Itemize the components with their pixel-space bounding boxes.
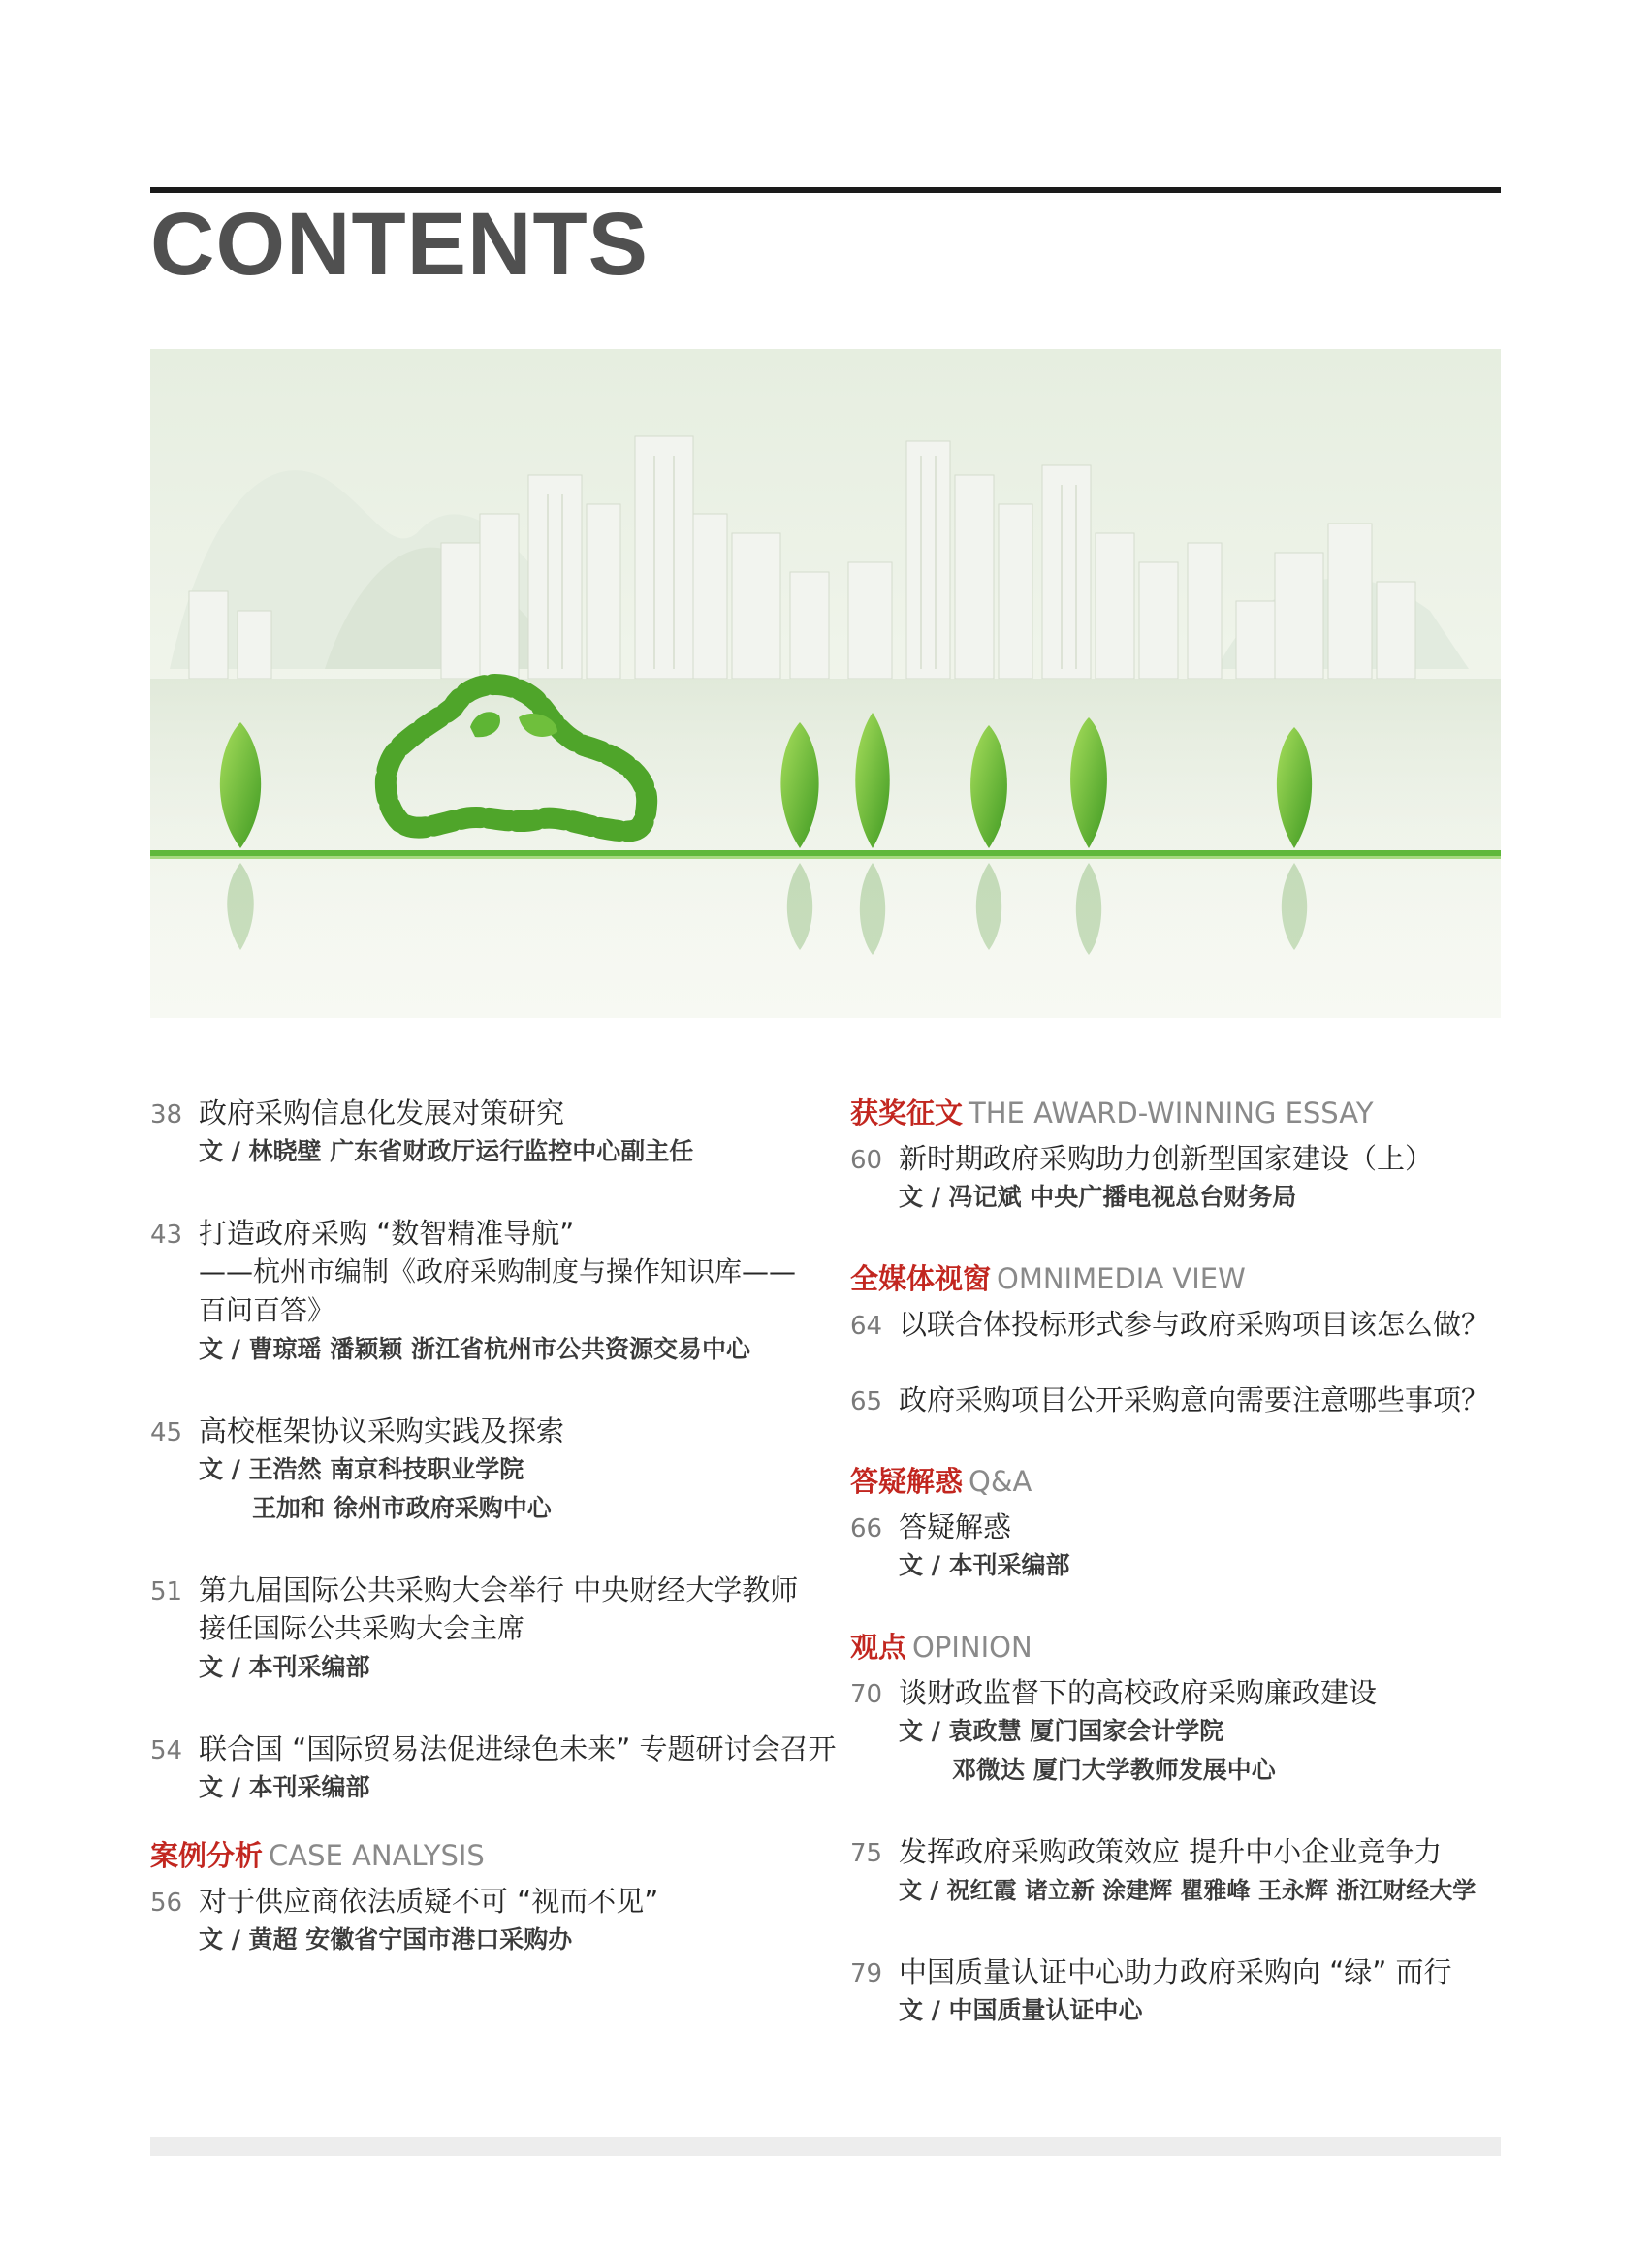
top-rule (150, 187, 1501, 193)
toc-entry-65[interactable] (850, 1381, 1529, 1419)
toc-entry-75[interactable] (850, 1832, 1529, 1910)
page-title: CONTENTS (150, 195, 649, 294)
article-title: 中国质量认证中心助力政府采购向 “绿” 而行 (899, 1955, 1452, 1988)
toc-entry-45[interactable] (150, 1412, 848, 1528)
article-author: 邓微达 厦门大学教师发展中心 (952, 1756, 1276, 1784)
section-title-cn: 案例分析 (150, 1839, 264, 1872)
toc-entry-38[interactable] (150, 1094, 848, 1171)
article-title: 打造政府采购 “数智精准导航” (199, 1217, 575, 1250)
article-title: 以联合体投标形式参与政府采购项目该怎么做？ (899, 1308, 1490, 1341)
page-number: 79 (850, 1959, 883, 1988)
page-number: 54 (150, 1736, 183, 1765)
page-number: 51 (150, 1577, 183, 1606)
article-subtitle: ——杭州市编制《政府采购制度与操作知识库—— (199, 1255, 797, 1287)
article-author: 文 / 本刊采编部 (199, 1773, 370, 1801)
section-title-cn: 答疑解惑 (850, 1465, 964, 1498)
article-author: 文 / 曹琼瑶 潘颖颖 浙江省杭州市公共资源交易中心 (199, 1335, 750, 1363)
section-heading-award (850, 1094, 1529, 1137)
section-heading-qa (850, 1462, 1529, 1506)
article-title: 联合国 “国际贸易法促进绿色未来” 专题研讨会召开 (199, 1732, 837, 1765)
section-title-en: CASE ANALYSIS (269, 1839, 485, 1872)
toc-entry-64[interactable] (850, 1305, 1529, 1344)
article-title: 对于供应商依法质疑不可 “视而不见” (199, 1885, 659, 1918)
article-title: 新时期政府采购助力创新型国家建设（上） (899, 1142, 1434, 1175)
page-number: 45 (150, 1418, 183, 1447)
article-author: 文 / 本刊采编部 (199, 1653, 370, 1681)
section-title-en: THE AWARD-WINNING ESSAY (969, 1096, 1374, 1129)
article-title-continued: 接任国际公共采购大会主席 (199, 1612, 525, 1644)
article-title: 政府采购信息化发展对策研究 (199, 1096, 565, 1129)
section-title-en: Q&A (969, 1465, 1032, 1498)
article-author: 文 / 本刊采编部 (899, 1551, 1070, 1579)
article-title: 发挥政府采购政策效应 提升中小企业竞争力 (899, 1835, 1443, 1868)
page-number: 38 (150, 1100, 183, 1129)
article-author: 文 / 冯记斌 中央广播电视总台财务局 (899, 1183, 1297, 1211)
contents-right-column (850, 1094, 1529, 2073)
article-title: 第九届国际公共采购大会举行 中央财经大学教师 (199, 1573, 799, 1606)
toc-entry-79[interactable] (850, 1953, 1529, 2030)
section-title-en: OPINION (912, 1631, 1032, 1664)
section-title-en: OMNIMEDIA VIEW (997, 1262, 1246, 1295)
page-number: 66 (850, 1514, 883, 1543)
section-heading-omnimedia (850, 1259, 1529, 1303)
article-title: 谈财政监督下的高校政府采购廉政建设 (899, 1676, 1378, 1709)
toc-entry-54[interactable] (150, 1730, 848, 1807)
article-title: 高校框架协议采购实践及探索 (199, 1414, 565, 1447)
article-author: 文 / 中国质量认证中心 (899, 1996, 1143, 2024)
section-title-cn: 观点 (850, 1631, 907, 1664)
article-author: 文 / 祝红霞 诸立新 涂建辉 瞿雅峰 王永辉 浙江财经大学 (899, 1876, 1477, 1904)
page-number: 64 (850, 1312, 883, 1341)
toc-entry-66[interactable] (850, 1508, 1529, 1585)
footer-bar (150, 2137, 1501, 2156)
article-author: 文 / 袁政慧 厦门国家会计学院 (899, 1717, 1224, 1745)
contents-left-column (150, 1094, 848, 2002)
article-author: 文 / 林晓壁 广东省财政厅运行监控中心副主任 (199, 1137, 694, 1165)
toc-entry-60[interactable] (850, 1139, 1529, 1217)
article-author: 文 / 黄超 安徽省宁国市港口采购办 (199, 1925, 573, 1953)
page-number: 75 (850, 1839, 883, 1868)
section-title-cn: 获奖征文 (850, 1096, 964, 1129)
toc-entry-51[interactable] (150, 1571, 848, 1687)
toc-entry-43[interactable] (150, 1214, 848, 1369)
article-subtitle: 百问百答》 (199, 1294, 335, 1326)
page-number: 70 (850, 1680, 883, 1709)
toc-entry-70[interactable] (850, 1673, 1529, 1790)
green-city-illustration (150, 349, 1501, 1018)
page-number: 43 (150, 1221, 183, 1250)
section-title-cn: 全媒体视窗 (850, 1262, 992, 1295)
toc-entry-56[interactable] (150, 1882, 848, 1959)
article-title: 政府采购项目公开采购意向需要注意哪些事项？ (899, 1383, 1490, 1416)
article-author: 文 / 王浩然 南京科技职业学院 (199, 1455, 524, 1483)
page-number: 56 (150, 1889, 183, 1918)
page-number: 60 (850, 1146, 883, 1175)
page-number: 65 (850, 1387, 883, 1416)
article-title: 答疑解惑 (899, 1510, 1012, 1543)
section-heading-opinion (850, 1628, 1529, 1671)
article-author: 王加和 徐州市政府采购中心 (252, 1494, 552, 1522)
section-heading-case-analysis (150, 1836, 848, 1880)
